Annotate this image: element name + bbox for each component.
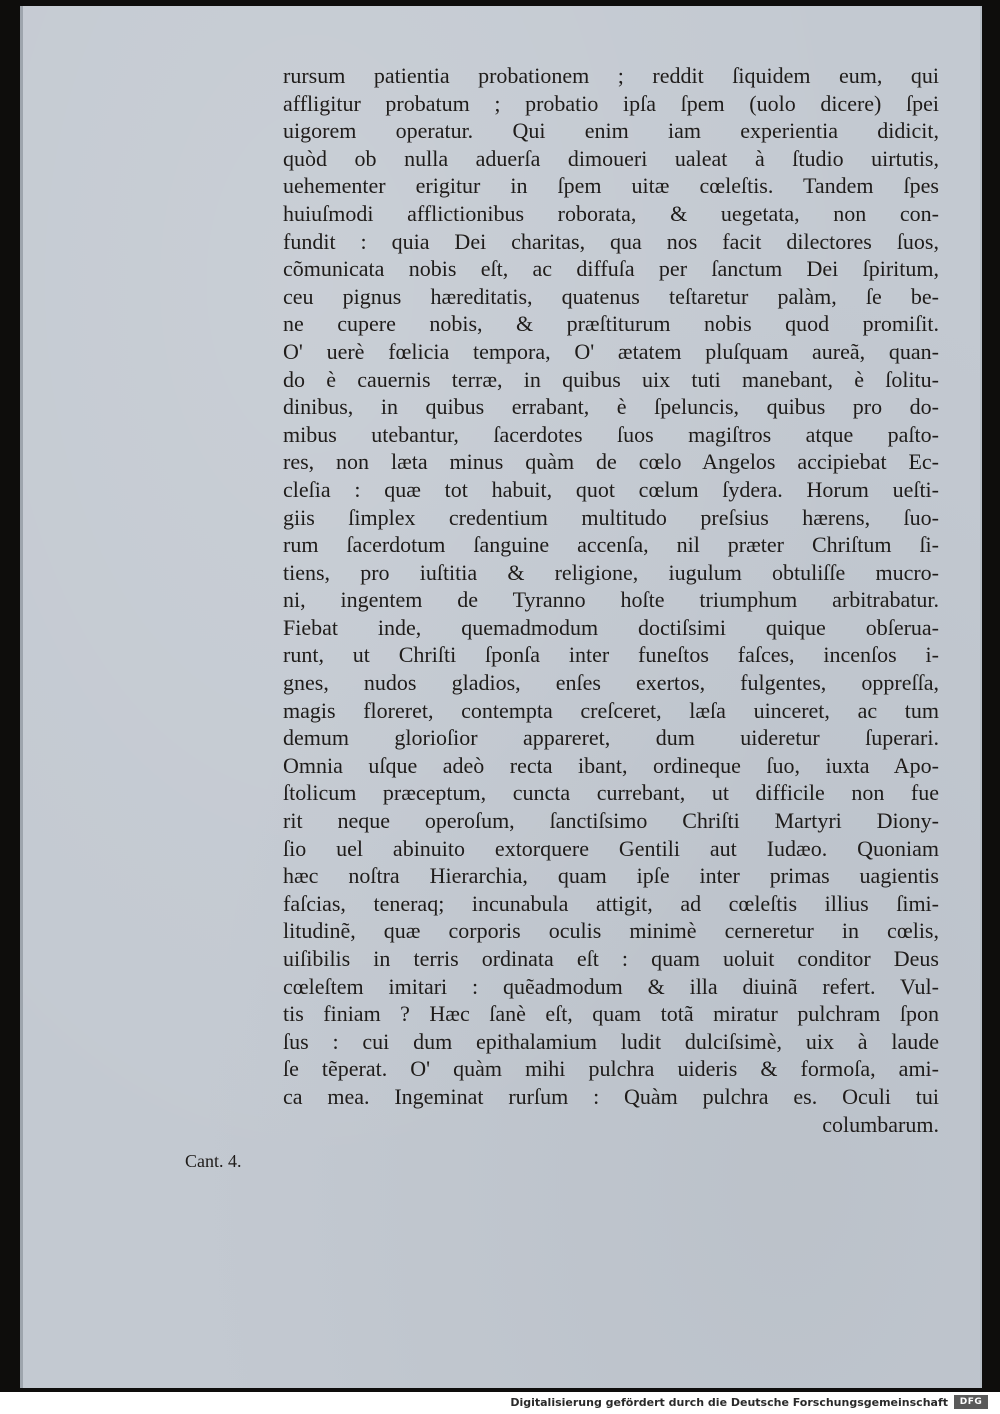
text-line: uiſibilis in terris ordinata eſt : quam uoluit conditor Deus xyxy=(283,946,939,971)
text-line: gnes, nudos gladios, enſes exertos, fulgentes, oppreſſa, xyxy=(283,670,939,696)
text-line: cõmunicata nobis eſt, ac diffuſa per ſanctum Dei ſpiritum, xyxy=(283,256,939,282)
text-line: faſcias, teneraq; incunabula attigit, ad cœleſtis illius ſimi- xyxy=(283,890,939,916)
text-line: cleſia : quæ tot habuit, quot cœlum ſydera. Horum ueſti- xyxy=(283,476,939,502)
text-line: tiens, pro iuſtitia & religione, iugulum obtuliſſe mucro- xyxy=(283,559,939,585)
text-line: ſio uel abinuito extorquere Gentili aut Iudæo. Quoniam xyxy=(283,835,939,861)
text-line: affligitur probatum ; probatio ipſa ſpem (uolo dicere) ſpei xyxy=(283,90,939,116)
text-line: runt, ut Chriſti ſponſa inter funeſtos faſces, incenſos i- xyxy=(283,642,939,668)
text-line: ca mea. Ingeminat rurſum : Quàm pulchra es. Oculi tui xyxy=(283,1083,939,1109)
text-line: columbarum. xyxy=(822,1111,939,1137)
text-line: huiuſmodi afflictionibus roborata, & uegetata, non con- xyxy=(283,200,939,226)
text-line: ſus : cui dum epithalamium ludit dulciſsimè, uix à laude xyxy=(283,1028,939,1054)
text-line: ſtolicum præceptum, cuncta currebant, ut difficile non fue xyxy=(283,780,939,806)
text-line: rursum patientia probationem ; reddit ſiquidem eum, qui xyxy=(283,63,939,88)
text-line: uigorem operatur. Qui enim iam experientia didicit, xyxy=(283,118,939,144)
text-line: litudinẽ, quæ corporis oculis minimè cerneretur in cœlis, xyxy=(283,918,939,944)
text-line: rit neque operoſum, ſanctiſsimo Chriſti Martyri Diony- xyxy=(283,808,939,834)
text-line: ceu pignus hæreditatis, quatenus teſtaretur palàm, ſe be- xyxy=(283,283,939,309)
text-line: mibus utebantur, ſacerdotes ſuos magiſtros atque paſto- xyxy=(283,421,939,447)
text-line: do è cauernis terræ, in quibus uix tuti manebant, è ſolitu- xyxy=(283,366,939,392)
text-line: magis floreret, contempta creſceret, læſa uinceret, ac tum xyxy=(283,697,939,723)
marginal-note: Cant. 4. xyxy=(185,1151,242,1171)
text-line: res, non læta minus quàm de cœlo Angelos accipiebat Ec- xyxy=(283,449,939,475)
text-line: Fiebat inde, quemadmodum doctiſsimi quique obſerua- xyxy=(283,614,939,640)
text-line: tis finiam ? Hæc ſanè eſt, quam totã miratur pulchram ſpon xyxy=(283,1001,939,1027)
book-page xyxy=(20,6,982,1388)
text-line: dinibus, in quibus errabant, è ſpeluncis, quibus pro do- xyxy=(283,394,939,420)
text-line: Omnia uſque adeò recta ibant, ordineque ſuo, iuxta Apo- xyxy=(283,752,939,778)
text-line: hæc noſtra Hierarchia, quam ipſe inter primas uagientis xyxy=(283,863,939,889)
text-line: ni, ingentem de Tyranno hoſte triumphum arbitrabatur. xyxy=(283,587,939,613)
text-line: quòd ob nulla aduerſa dimoueri ualeat à ſtudio uirtutis, xyxy=(283,145,939,171)
text-line: giis ſimplex credentium multitudo preſsius hærens, ſuo- xyxy=(283,504,939,530)
text-line: O' uerè fœlicia tempora, O' ætatem pluſquam aureã, quan- xyxy=(283,338,939,364)
main-text-block xyxy=(283,62,939,1138)
footer-credit: Digitalisierung gefördert durch die Deutsche Forschungsgemeinschaft xyxy=(510,1396,948,1409)
text-line: uehementer erigitur in ſpem uitæ cœleſtis. Tandem ſpes xyxy=(283,173,939,199)
text-line: cœleſtem imitari : quẽadmodum & illa diuinã refert. Vul- xyxy=(283,973,939,999)
digitization-footer xyxy=(0,1392,1000,1414)
text-line: rum ſacerdotum ſanguine accenſa, nil præter Chriſtum ſi- xyxy=(283,532,939,558)
text-line: ne cupere nobis, & præſtiturum nobis quod promiſit. xyxy=(283,311,939,337)
text-line: fundit : quia Dei charitas, qua nos facit dilectores ſuos, xyxy=(283,228,939,254)
dfg-logo: DFG xyxy=(954,1395,988,1409)
text-line: demum glorioſior appareret, dum uideretur ſuperari. xyxy=(283,725,939,751)
text-line: ſe tẽperat. O' quàm mihi pulchra uideris & formoſa, ami- xyxy=(283,1056,939,1082)
